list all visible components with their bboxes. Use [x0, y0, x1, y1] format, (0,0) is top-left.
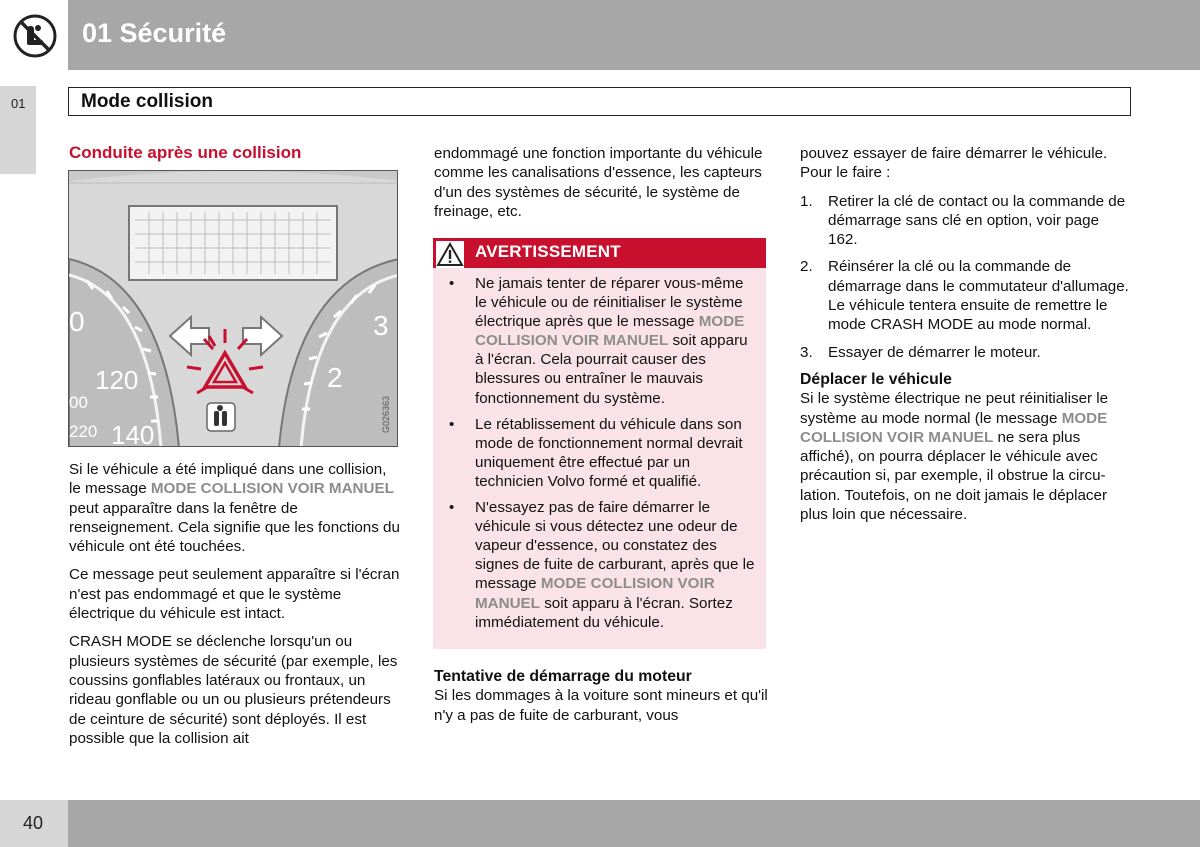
col1-p1-highlight: MODE COLLISION VOIR MANUEL	[150, 480, 394, 498]
footer-bar	[68, 800, 1200, 847]
gauge-label-2: 2	[327, 362, 343, 393]
seat-warning-icon	[13, 14, 57, 58]
gauge-label-140: 140	[111, 420, 155, 447]
page-number: 40	[23, 813, 44, 833]
col1-paragraph-3: CRASH MODE se déclenche lorsqu'un ou plusieurs systèmes de sécurité (par exemple, les coussins gonflables latéraux ou frontaux, un rideau gonflable ou un ou plusieurs prétendeurs de ceinture de sécurité) sont déployés. Il est possible que la collision ait	[69, 633, 398, 747]
warning-box	[433, 238, 766, 649]
side-tab-label: 01	[11, 96, 26, 111]
warning-icon-box	[436, 241, 464, 268]
step-text: Réinsérer la clé ou la commande de démarrage dans le commutateur d'allumage. Le véhicule tentera ensuite de remettre le mode CRASH MODE au mode normal.	[828, 258, 1129, 334]
col3-p2-text-end: ne sera plus affiché), on pourra déplacer le véhicule avec précaution si, par exemple, il obstrue la circulation. Toutefois, on ne doit jamais le déplacer plus loin que nécessaire.	[800, 428, 1108, 524]
gauge-label-120: 120	[95, 365, 139, 395]
dashboard-illustration	[68, 170, 398, 447]
step-number: 1.	[800, 192, 813, 210]
warning-item-1-text-end: soit apparu à l'écran. Cela pourrait causer des blessures ou entraîner le mauvais fonctionnement du système.	[475, 332, 748, 407]
column-2	[434, 144, 768, 230]
col1-p1-text: Si le véhicule a été impliqué dans une collision, le message	[69, 461, 387, 498]
column-3	[800, 144, 1132, 533]
col3-paragraph-2	[800, 389, 1132, 524]
col1-paragraph-2: Ce message peut seulement apparaître si l'écran n'est pas endommagé et que le système électrique du véhicule est intact.	[69, 566, 400, 623]
gauge-label-3: 3	[373, 310, 389, 341]
heading-move-vehicle: Déplacer le véhicule	[800, 370, 952, 388]
warning-item-1	[447, 274, 759, 408]
warning-title: AVERTISSEMENT	[475, 242, 621, 261]
chapter-title: 01 Sécurité	[82, 18, 227, 48]
step-number: 2.	[800, 258, 813, 276]
col1-p1-text-end: peut apparaître dans la fenêtre de renseignement. Cela signifie que les fonctions du véhicule ont été touchées.	[69, 499, 400, 556]
warning-item-1-highlight: MODE COLLISION VOIR MANUEL	[475, 313, 745, 350]
gauge-label-00: 00	[69, 393, 88, 412]
step-item	[800, 257, 1132, 334]
steps-list	[800, 192, 1132, 362]
heading-driving-after-collision: Conduite après une collision	[69, 143, 302, 162]
warning-item-3-highlight: MODE COLLISION VOIR MANUEL	[475, 575, 715, 612]
col3-p2-highlight: MODE COLLISION VOIR MANUEL	[800, 409, 1108, 446]
col1-paragraph-1	[69, 460, 401, 556]
warning-item-3	[447, 498, 759, 632]
step-item	[800, 192, 1132, 250]
col3-paragraph-1: pouvez essayer de faire démarrer le véhicule. Pour le faire :	[800, 145, 1108, 182]
warning-triangle-icon	[436, 241, 464, 268]
col3-p2-text: Si le système électrique ne peut réinitialiser le système au mode normal (le message	[800, 390, 1109, 427]
gauge-label-220: 220	[69, 422, 98, 441]
warning-item-3-text-end: soit apparu à l'écran. Sortez immédiatement du véhicule.	[475, 594, 733, 631]
column-2-lower	[434, 667, 768, 734]
step-text: Essayer de démarrer le moteur.	[828, 343, 1041, 361]
section-title-box	[68, 87, 1131, 116]
warning-item-2: • Le rétablissement du véhicule dans son mode de fonctionnement normal devrait uniquement être effectué par un technicien Volvo formé et qualifié.	[447, 415, 759, 491]
col2-paragraph-2: Si les dommages à la voiture sont mineurs et qu'il n'y a pas de fuite de carburant, vous	[434, 687, 768, 724]
step-number: 3.	[800, 343, 813, 361]
column-1	[69, 143, 401, 162]
section-title: Mode collision	[81, 91, 213, 112]
instrument-cluster-drawing	[69, 171, 398, 447]
step-text: Retirer la clé de contact ou la commande de démarrage sans clé en option, voir page 162.	[828, 192, 1126, 249]
figure-code: G026363	[381, 395, 391, 433]
column-1-body	[69, 460, 401, 757]
warning-item-1-text: Ne jamais tenter de réparer vous-même le véhicule ou de réinitialiser le système électrique après que le message	[475, 275, 744, 331]
heading-engine-start-attempt: Tentative de démarrage du moteur	[434, 668, 692, 685]
chapter-header-bar	[68, 0, 1200, 70]
step-item	[800, 343, 1132, 362]
warning-item-3-text: N'essayez pas de faire démarrer le véhicule si vous détectez une odeur de vapeur d'essence, ou constatez des signes de fuite de carburant, après que le message	[475, 499, 755, 593]
gauge-label-0: 0	[69, 306, 85, 337]
warning-list	[447, 274, 759, 639]
col2-paragraph-1: endommagé une fonction importante du véhicule comme les canalisations d'essence, les capteurs d'un des systèmes de sécurité, le système de freinage, etc.	[434, 145, 763, 220]
